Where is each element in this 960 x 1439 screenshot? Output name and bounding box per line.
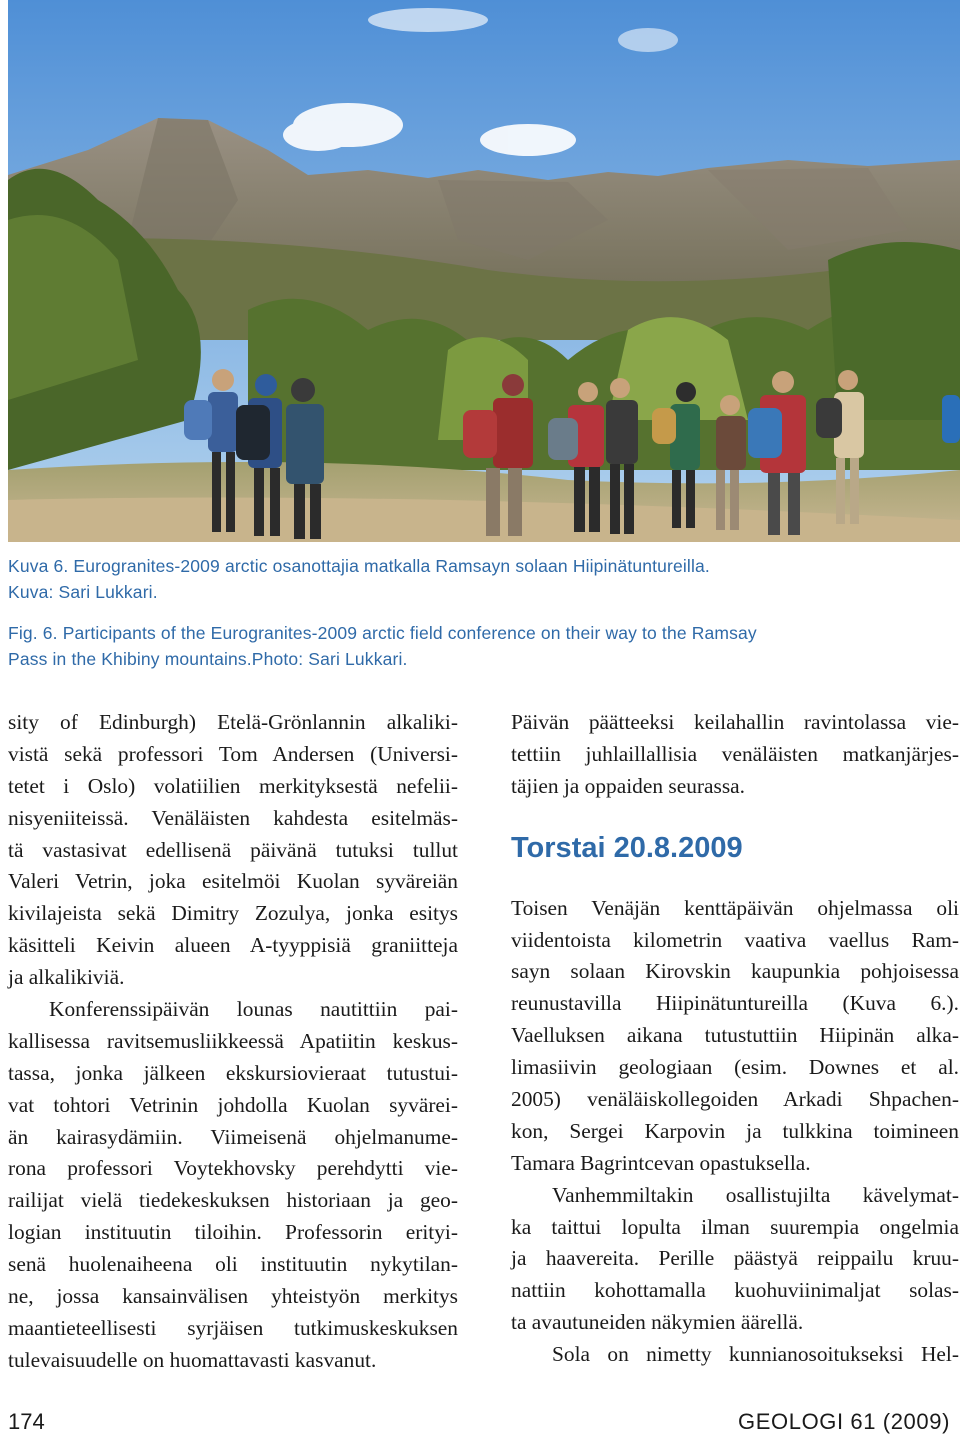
text-line: kon, Sergei Karpovin ja tulkkina toimineen [511,1118,959,1143]
text-line: limasiivin geologiaan (esim. Downes et al. [511,1055,959,1080]
text-line: senä huolenaiheena oli instituutin nykytilan- [8,1252,458,1277]
text-line: täjien ja oppaiden seurassa. [511,773,746,798]
text-line: 2005) venäläiskollegoiden Arkadi Shpachen- [511,1087,959,1112]
figure-caption-finnish [8,553,952,605]
text-line: maantieteellisesti syrjäisen tutkimuskeskuksen [8,1315,458,1340]
text-line: kivilajeista sekä Dimitry Zozulya, jonka esitys [8,901,458,926]
caption-line: Kuva 6. Eurogranites-2009 arctic osanottajia matkalla Ramsayn solaan Hiipinätuntureilla. [8,556,710,576]
text-line: kallisessa ravitsemusliikkeessä Apatiitin keskus- [8,1028,458,1053]
text-line: vat tohtori Vetrinin johdolla Kuolan syvärei- [8,1092,458,1117]
text-line: tettiin juhlaillallisia venäläisten matkanjärjes- [511,741,959,766]
text-line: sity of Edinburgh) Etelä-Grönlannin alkaliki- [8,710,458,734]
text-line: ja haavereita. Perille päästyä reippailu kruu- [511,1246,959,1271]
caption-line: Fig. 6. Participants of the Eurogranites-2009 arctic field conference on their way to the Ramsay [8,623,757,643]
caption-line: Pass in the Khibiny mountains.Photo: Sari Lukkari. [8,649,408,669]
text-line: reunustavilla Hiipinätuntureilla (Kuva 6.). [511,991,959,1016]
text-line: viidentoista kilometrin vaativa vaellus Ram- [511,927,959,952]
page-number: 174 [8,1409,45,1434]
mountain-landscape-image [8,0,960,542]
text-line: tassa, jonka jälkeen ekskursiovieraat tutustui- [8,1060,458,1085]
text-line: än kairasydämiin. Viimeisenä ohjelmanume- [8,1124,458,1149]
text-line: käsitteli Keivin alueen A-tyyppisiä graniitteja [8,933,458,958]
text-line: ka taittui lopulta ilman suurempia ongelmia [511,1214,959,1239]
hiker [942,395,960,443]
caption-line: Kuva: Sari Lukkari. [8,582,158,602]
right-column-text [511,707,959,1371]
text-line: tä vastasivat edellisenä päivänä tutuksi tullut [8,837,458,862]
text-line: Vanhemmiltakin osallistujilta kävelymat- [552,1182,959,1207]
left-column-text [8,707,458,1377]
text-line: Toisen Venäjän kenttäpäivän ohjelmassa oli [511,895,959,920]
text-line: ja alkalikiviä. [8,965,125,990]
text-line: nisyeniiteissä. Venäläisten kahdesta esitelmäs- [8,805,458,830]
text-line: tetet i Oslo) volatiilien merkityksestä nefelii- [8,773,458,798]
text-line: sayn solaan Kirovskin kaupunkia pohjoisessa [511,959,959,984]
text-line: ne, jossa kansainvälisen yhteistyön merkitys [8,1284,458,1309]
text-line: rona professori Voytekhovsky perehdytti vie- [8,1156,458,1181]
text-line: Konferenssipäivän lounas nautittiin pai- [49,997,458,1022]
text-line: logian instituutin tiloihin. Professorin erityi- [8,1220,458,1245]
section-heading: Torstai 20.8.2009 [511,831,743,864]
text-line: Päivän päätteeksi keilahallin ravintolassa vie- [511,710,959,734]
text-line: Valeri Vetrin, joka esitelmöi Kuolan syväreiän [8,869,458,894]
text-line: Sola on nimetty kunnianosoitukseksi Hel- [552,1342,959,1367]
text-line: nattiin kohottamalla kuohuviinimaljat solas- [511,1278,959,1303]
figure-caption-english [8,620,952,672]
text-line: vistä sekä professori Tom Andersen (Universi- [8,741,458,766]
text-line: ta avautuneiden näkymien äärellä. [511,1310,804,1335]
text-line: Tamara Bagrintcevan opastuksella. [511,1150,811,1175]
text-line: railijat vielä tiedekeskuksen historiaan ja geo- [8,1188,458,1213]
text-line: tulevaisuudelle on huomattavasti kasvanut. [8,1347,377,1372]
journal-title: GEOLOGI 61 (2009) [738,1409,950,1434]
text-line: Vaelluksen aikana tutustuttiin Hiipinän alka- [511,1023,959,1048]
hikers-photo [8,0,960,542]
